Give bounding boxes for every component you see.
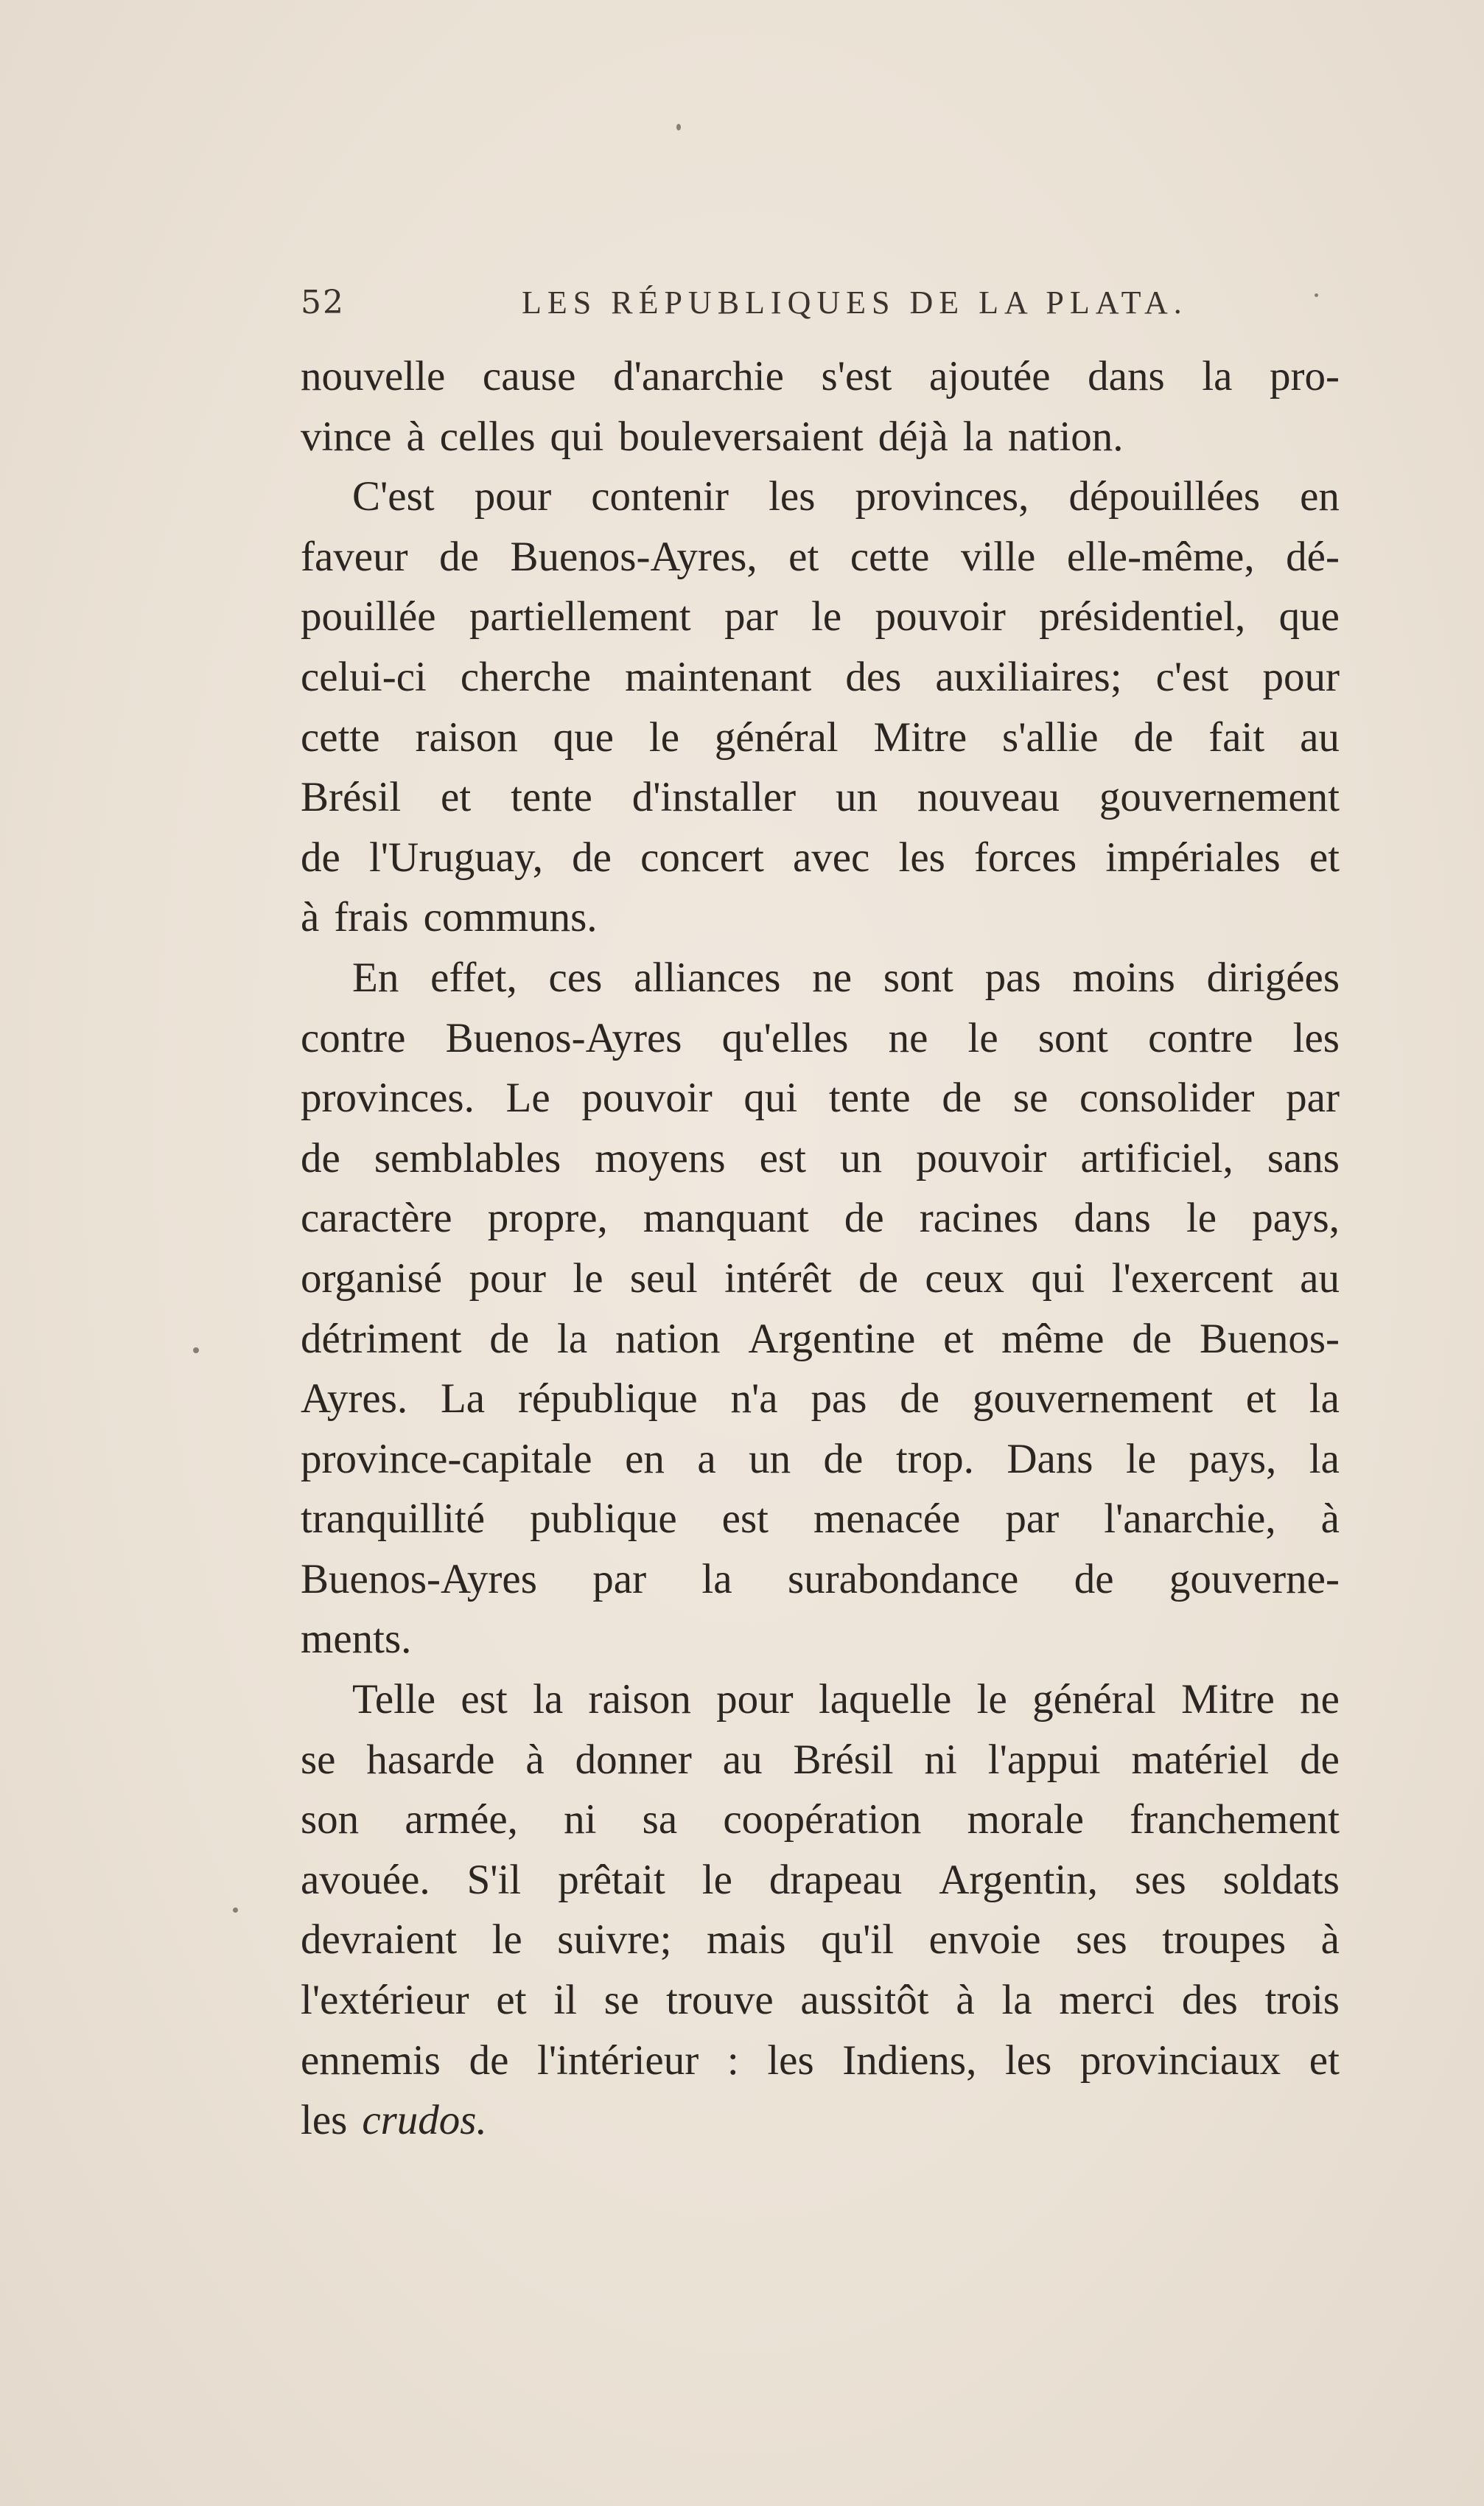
text-line: se hasarde à donner au Brésil ni l'appui matériel de xyxy=(301,1736,1340,1783)
text-line: avouée. S'il prêtait le drapeau Argentin, ses soldats xyxy=(301,1856,1340,1903)
paper-speck xyxy=(1315,293,1318,297)
running-title: LES RÉPUBLIQUES DE LA PLATA. xyxy=(522,285,1188,321)
text-line: de semblables moyens est un pouvoir artificiel, sans xyxy=(301,1134,1340,1182)
paper-speck xyxy=(193,1347,199,1353)
text-line: pouillée partiellement par le pouvoir présidentiel, que xyxy=(301,593,1340,641)
page-number: 52 xyxy=(301,284,345,321)
text-line: vince à celles qui bouleversaient déjà la nation. xyxy=(301,413,1124,460)
text-line: provinces. Le pouvoir qui tente de se consolider par xyxy=(301,1075,1340,1122)
text-line: ennemis de l'intérieur : les Indiens, les provinciaux et xyxy=(301,2036,1340,2084)
text-line: caractère propre, manquant de racines dans le pays, xyxy=(301,1195,1340,1242)
paper-speck xyxy=(676,124,681,130)
text-line: l'extérieur et il se trouve aussitôt à la merci des trois xyxy=(301,1977,1340,2024)
text-line: son armée, ni sa coopération morale franchement xyxy=(301,1796,1340,1843)
text-line: détriment de la nation Argentine et même de Buenos- xyxy=(301,1315,1340,1362)
text-line: Brésil et tente d'installer un nouveau gouvernement xyxy=(301,774,1340,821)
text-line: celui-ci cherche maintenant des auxiliaires; c'est pour xyxy=(301,653,1340,700)
final-line-prefix: les xyxy=(301,2097,348,2144)
running-header xyxy=(301,284,1340,335)
text-line: tranquillité publique est menacée par l'anarchie, à xyxy=(301,1495,1340,1543)
text-line: à frais communs. xyxy=(301,894,598,941)
text-line: de l'Uruguay, de concert avec les forces impériales et xyxy=(301,834,1340,881)
text-line: province-capitale en a un de trop. Dans le pays, la xyxy=(301,1435,1340,1482)
text-line: Telle est la raison pour laquelle le général Mitre ne xyxy=(352,1676,1340,1723)
text-line: Buenos-Ayres par la surabondance de gouverne- xyxy=(301,1555,1340,1602)
text-line: organisé pour le seul intérêt de ceux qui l'exercent au xyxy=(301,1254,1340,1302)
text-line: Ayres. La république n'a pas de gouvernement et la xyxy=(301,1375,1340,1423)
text-line: nouvelle cause d'anarchie s'est ajoutée dans la pro- xyxy=(301,353,1340,399)
final-line-italic: crudos. xyxy=(362,2097,487,2144)
text-line: faveur de Buenos-Ayres, et cette ville elle-même, dé- xyxy=(301,533,1340,580)
text-line: C'est pour contenir les provinces, dépouillées en xyxy=(352,473,1340,520)
text-line-final xyxy=(301,2090,1340,2151)
text-line: cette raison que le général Mitre s'allie de fait au xyxy=(301,713,1340,761)
text-line: En effet, ces alliances ne sont pas moins dirigées xyxy=(352,954,1340,1001)
paper-speck xyxy=(233,1908,238,1913)
text-line: ments. xyxy=(301,1616,412,1663)
text-line: devraient le suivre; mais qu'il envoie ses troupes à xyxy=(301,1916,1340,1964)
text-line: contre Buenos-Ayres qu'elles ne le sont contre les xyxy=(301,1014,1340,1061)
body-text xyxy=(301,346,1340,2151)
